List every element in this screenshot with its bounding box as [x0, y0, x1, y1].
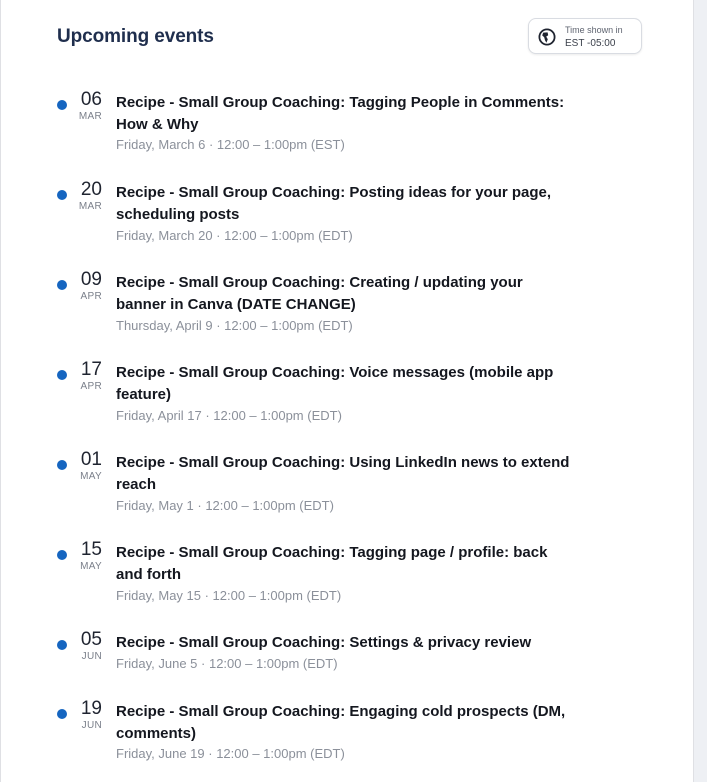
event-day: 15 [80, 539, 102, 560]
event-title-link[interactable]: Recipe - Small Group Coaching: Posting ideas for your page, scheduling posts [116, 184, 552, 223]
event-title-link[interactable]: Recipe - Small Group Coaching: Voice messages (mobile app feature) [116, 364, 554, 403]
event-month: APR [80, 381, 102, 392]
event-datetime: Friday, June 19 · 12:00 – 1:00pm (EDT) [116, 746, 345, 761]
event-month: JUN [81, 720, 102, 731]
event-dot-icon [57, 370, 67, 380]
event-title-link[interactable]: Recipe - Small Group Coaching: Tagging People in Comments: How & Why [116, 94, 565, 133]
event-month: MAY [80, 471, 102, 482]
event-day: 17 [80, 359, 102, 380]
event-dot-icon [57, 280, 67, 290]
event-dot-icon [57, 460, 67, 470]
event-month: JUN [81, 651, 102, 662]
page-title: Upcoming events [57, 26, 214, 47]
event-day: 05 [80, 629, 102, 650]
event-day: 19 [80, 698, 102, 719]
event-dot-icon [57, 190, 67, 200]
event-month: APR [80, 291, 102, 302]
event-month: MAR [78, 201, 102, 212]
event-datetime: Friday, May 15 · 12:00 – 1:00pm (EDT) [116, 588, 342, 603]
timezone-value: EST -05:00 [565, 38, 616, 49]
event-datetime: Friday, March 6 · 12:00 – 1:00pm (EST) [116, 137, 345, 152]
event-day: 06 [80, 89, 102, 110]
event-title-link[interactable]: Recipe - Small Group Coaching: Engaging cold prospects (DM, comments) [116, 703, 566, 742]
event-title-link[interactable]: Recipe - Small Group Coaching: Tagging page / profile: back and forth [116, 544, 548, 583]
event-day: 20 [80, 179, 102, 200]
event-dot-icon [57, 100, 67, 110]
timezone-label: Time shown in [565, 25, 623, 35]
event-month: MAY [80, 561, 102, 572]
event-dot-icon [57, 640, 67, 650]
event-datetime: Friday, June 5 · 12:00 – 1:00pm (EDT) [116, 656, 338, 671]
event-datetime: Thursday, April 9 · 12:00 – 1:00pm (EDT) [116, 318, 353, 333]
event-month: MAR [78, 111, 102, 122]
event-day: 09 [80, 269, 102, 290]
event-title-link[interactable]: Recipe - Small Group Coaching: Settings & privacy review [116, 634, 532, 651]
event-datetime: Friday, May 1 · 12:00 – 1:00pm (EDT) [116, 498, 334, 513]
event-day: 01 [80, 449, 102, 470]
event-datetime: Friday, March 20 · 12:00 – 1:00pm (EDT) [116, 228, 353, 243]
globe-icon [538, 28, 556, 46]
scrollbar-track[interactable] [694, 0, 707, 782]
event-title-link[interactable]: Recipe - Small Group Coaching: Using LinkedIn news to extend reach [116, 454, 570, 493]
event-dot-icon [57, 550, 67, 560]
event-dot-icon [57, 709, 67, 719]
event-title-link[interactable]: Recipe - Small Group Coaching: Creating / updating your banner in Canva (DATE CHANGE) [116, 274, 523, 313]
timezone-button[interactable] [528, 18, 642, 54]
event-datetime: Friday, April 17 · 12:00 – 1:00pm (EDT) [116, 408, 342, 423]
